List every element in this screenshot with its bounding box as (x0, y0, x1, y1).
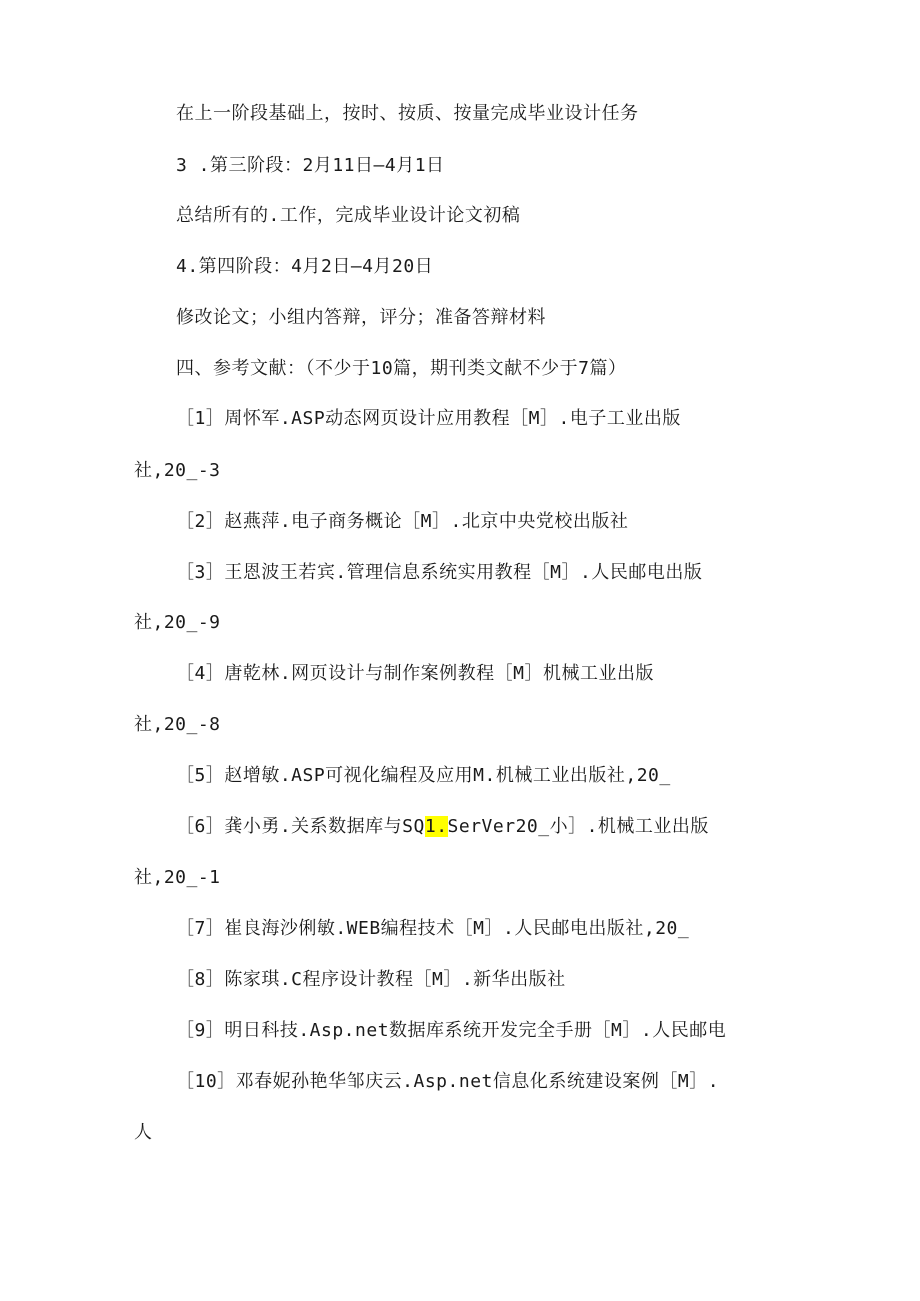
reference-item-10-continuation: 人 (134, 1122, 153, 1143)
paragraph-stage2-task: 在上一阶段基础上，按时、按质、按量完成毕业设计任务 (176, 103, 639, 124)
paragraph-stage3-task: 总结所有的.工作，完成毕业设计论文初稿 (176, 205, 521, 226)
reference-item-4-continuation: 社,20_-8 (134, 714, 221, 735)
reference-item-3-continuation: 社,20_-9 (134, 612, 221, 633)
reference-item-9: ［9］明日科技.Asp.net数据库系统开发完全手册［M］.人民邮电 (176, 1020, 727, 1041)
reference-item-1: ［1］周怀军.ASP动态网页设计应用教程［M］.电子工业出版 (176, 408, 681, 429)
section-heading-references: 四、参考文献：（不少于10篇，期刊类文献不少于7篇） (176, 358, 627, 379)
reference-item-6-part-after: SerVer20_小］.机械工业出版 (447, 816, 709, 837)
paragraph-stage3-heading: 3 .第三阶段：2月11日—4月1日 (176, 155, 445, 176)
reference-item-4: ［4］唐乾林.网页设计与制作案例教程［M］机械工业出版 (176, 663, 655, 684)
reference-item-6-continuation: 社,20_-1 (134, 867, 221, 888)
reference-item-3: ［3］王恩波王若宾.管理信息系统实用教程［M］.人民邮电出版 (176, 562, 703, 583)
reference-item-2: ［2］赵燕萍.电子商务概论［M］.北京中央党校出版社 (176, 511, 629, 532)
reference-item-10: ［10］邓春妮孙艳华邹庆云.Asp.net信息化系统建设案例［M］. (176, 1071, 720, 1092)
paragraph-stage4-task: 修改论文；小组内答辩，评分；准备答辩材料 (176, 307, 546, 328)
reference-item-1-continuation: 社,20_-3 (134, 460, 221, 481)
reference-item-5: ［5］赵增敏.ASP可视化编程及应用M.机械工业出版社,20_ (176, 765, 671, 786)
reference-item-6 (176, 815, 709, 839)
highlighted-text: 1. (424, 816, 448, 837)
reference-item-8: ［8］陈家琪.C程序设计教程［M］.新华出版社 (176, 969, 566, 990)
reference-item-6-part-before: ［6］龚小勇.关系数据库与SQ (176, 816, 425, 837)
reference-item-7: ［7］崔良海沙俐敏.WEB编程技术［M］.人民邮电出版社,20_ (176, 918, 690, 939)
paragraph-stage4-heading: 4.第四阶段：4月2日—4月20日 (176, 256, 434, 277)
